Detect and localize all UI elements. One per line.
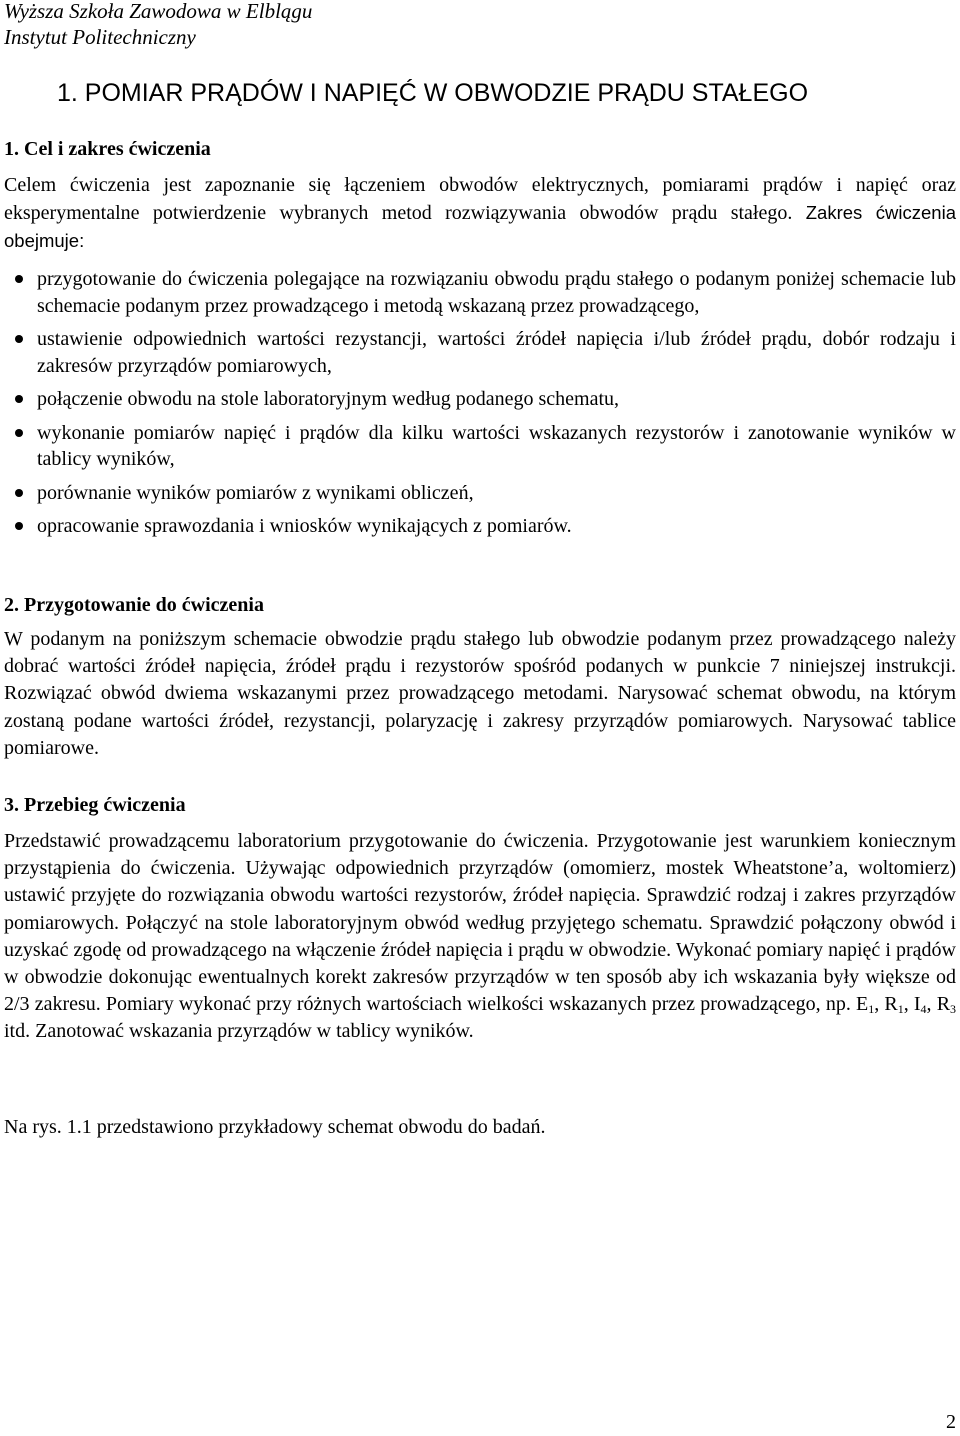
section-2-text: W podanym na poniższym schemacie obwodzie prądu stałego lub obwodzie podanym przez prowadzącego należy dobrać wartości źródeł napięcia, źródeł prądu i rezystorów spośród podanych w punkcie 7 niniejszej instrukcji. Rozwiązać obwód dwiema wskazanymi przez prowadzącego metodami. Narysować schemat obwodu, na którym zostaną podane wartości źródeł, rezystancji, polaryzację i zakresy przyrządów pomiarowych. Narysować tablice pomiarowe. <box>4 628 956 759</box>
page-number: 2 <box>946 1411 956 1433</box>
figure-reference: Na rys. 1.1 przedstawiono przykładowy schemat obwodu do badań. <box>4 1116 546 1138</box>
bullet-icon <box>15 335 23 343</box>
list-item: przygotowanie do ćwiczenia polegające na rozwiązaniu obwodu prądu stałego o podanym poniżej schemacie lub schemacie podanym przez prowadzącego i metodą wskazaną przez prowadzącego, <box>0 266 956 319</box>
section-3-heading: 3. Przebieg ćwiczenia <box>4 794 186 816</box>
institution-name: Wyższa Szkoła Zawodowa w Elblągu <box>4 0 313 23</box>
list-item: porównanie wyników pomiarów z wynikami obliczeń, <box>0 480 956 507</box>
section-2-heading: 2. Przygotowanie do ćwiczenia <box>4 594 264 616</box>
list-item: połączenie obwodu na stole laboratoryjnym według podanego schematu, <box>0 386 956 413</box>
section-1-heading: 1. Cel i zakres ćwiczenia <box>4 138 211 160</box>
bullet-icon <box>15 522 23 530</box>
document-title: 1. POMIAR PRĄDÓW I NAPIĘĆ W OBWODZIE PRĄDU STAŁEGO <box>57 79 809 107</box>
scope-intro-text: Zakres ćwiczenia obejmuje: <box>4 202 956 252</box>
section-1-intro-text: Celem ćwiczenia jest zapoznanie się łączeniem obwodów elektrycznych, pomiarami prądów i napięć oraz eksperymentalne potwierdzenie wybranych metod rozwiązywania obwodów prądu stałego. <box>4 174 956 225</box>
section-3-text: Przedstawić prowadzącemu laboratorium przygotowanie do ćwiczenia. Przygotowanie jest warunkiem koniecznym przystąpienia do ćwiczenia. Używając odpowiednich przyrządów (omomierz, mostek Wheatstone’a, woltomierz) ustawić przyjęte do rozwiązania obwodu wartości rezystorów, źródeł napięcia. Sprawdzić rodzaj i zakres przyrządów pomiarowych. Połączyć na stole laboratoryjnym obwód według przyjętego schematu. Sprawdzić połączony obwód i uzyskać zgodę od prowadzącego na włączenie źródeł napięcia i prądu w obwodzie. Wykonać pomiary napięć i prądów w obwodzie dokonując ewentualnych korekt zakresów przyrządów w ten sposób aby ich wskazania były większe od 2/3 zakresu. Pomiary wykonać przy różnych wartościach wielkości wskazanych przez prowadzącego, np. $E_1$, $R_1$, $I_4$, $R_3$ itd. Zanotować wskazania przyrządów w tablicy wyników. <box>4 830 957 1043</box>
section-1-intro <box>4 172 956 256</box>
bullet-icon <box>15 489 23 497</box>
bullet-icon <box>15 395 23 403</box>
bullet-icon <box>15 429 23 437</box>
department-name: Instytut Politechniczny <box>4 25 196 49</box>
scope-list <box>0 266 960 547</box>
list-item: wykonanie pomiarów napięć i prądów dla kilku wartości wskazanych rezystorów i zanotowanie wyników w tablicy wyników, <box>0 420 956 473</box>
list-item: opracowanie sprawozdania i wniosków wynikających z pomiarów. <box>0 513 956 540</box>
list-item: ustawienie odpowiednich wartości rezystancji, wartości źródeł napięcia i/lub źródeł prądu, dobór rodzaju i zakresów przyrządów pomiarowych, <box>0 326 956 379</box>
bullet-icon <box>15 275 23 283</box>
